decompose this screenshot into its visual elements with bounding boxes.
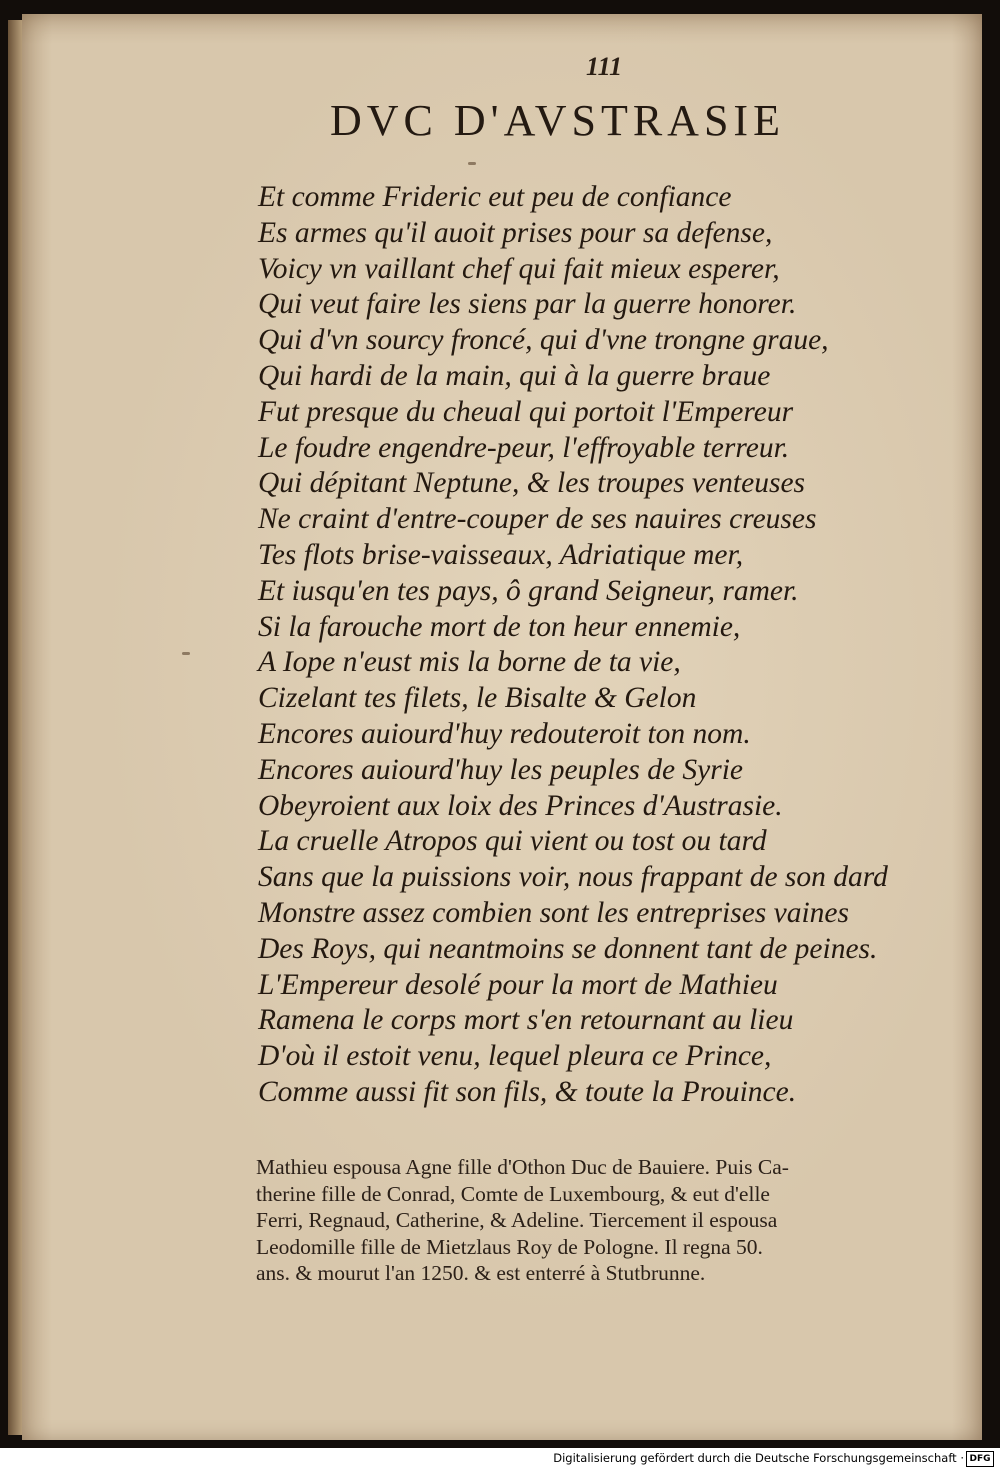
poem-line: Encores auiourd'huy redouteroit ton nom.: [258, 717, 751, 750]
running-head: DVC D'AVSTRASIE: [330, 96, 785, 145]
poem-line: L'Empereur desolé pour la mort de Mathieu: [258, 968, 778, 1001]
poem-line: Sans que la puissions voir, nous frappant de son dard: [258, 861, 888, 894]
poem-line: Ramena le corps mort s'en retournant au lieu: [258, 1004, 794, 1037]
poem-line: Qui hardi de la main, qui à la guerre braue: [258, 359, 771, 392]
poem-line: Des Roys, qui neantmoins se donnent tant de peines.: [258, 932, 878, 965]
poem-line: Qui veut faire les siens par la guerre honorer.: [258, 288, 797, 321]
poem-line: Ne craint d'entre-couper de ses nauires creuses: [258, 503, 817, 536]
poem-line: La cruelle Atropos qui vient ou tost ou tard: [258, 825, 767, 858]
poem-line: Fut presque du cheual qui portoit l'Empereur: [258, 395, 794, 428]
note-line: ans. & mourut l'an 1250. & est enterré à Stutbrunne.: [256, 1261, 706, 1285]
poem-line: Es armes qu'il auoit prises pour sa defense,: [258, 216, 773, 249]
note-line: therine fille de Conrad, Comte de Luxembourg, & eut d'elle: [256, 1181, 770, 1206]
poem-line: Encores auiourd'huy les peuples de Syrie: [258, 753, 744, 786]
poem-line: Monstre assez combien sont les entreprises vaines: [258, 896, 850, 929]
note-line: Mathieu espousa Agne fille d'Othon Duc de Bauiere. Puis Ca-: [256, 1155, 789, 1179]
poem-line: Si la farouche mort de ton heur ennemie,: [258, 610, 741, 643]
note-line: Leodomille fille de Mietzlaus Roy de Pologne. Il regna 50.: [256, 1234, 763, 1259]
funding-credit: Digitalisierung gefördert durch die Deutsche Forschungsgemeinschaft ·: [553, 1451, 964, 1465]
paper-mark: [182, 652, 190, 655]
poem-line: Voicy vn vaillant chef qui fait mieux esperer,: [258, 252, 780, 285]
poem-line: D'où il estoit venu, lequel pleura ce Prince,: [258, 1040, 772, 1073]
poem-line: A Iope n'eust mis la borne de ta vie,: [258, 646, 681, 679]
page-edge: [8, 20, 22, 1435]
poem-line: Le foudre engendre-peur, l'effroyable terreur.: [258, 431, 790, 464]
page-number: 111: [586, 52, 623, 81]
dfg-logo: DFG: [966, 1451, 994, 1467]
poem-line: Qui d'vn sourcy froncé, qui d'vne trongne graue,: [258, 324, 829, 357]
poem-line: Comme aussi fit son fils, & toute la Prouince.: [258, 1075, 797, 1108]
poem-body: [258, 180, 948, 1111]
poem-line: Cizelant tes filets, le Bisalte & Gelon: [258, 682, 697, 715]
poem-line: Obeyroient aux loix des Princes d'Austrasie.: [258, 789, 783, 822]
poem-line: Tes flots brise-vaisseaux, Adriatique mer,: [258, 538, 744, 571]
poem-line: Et comme Frideric eut peu de confiance: [258, 181, 732, 213]
poem-line: Qui dépitant Neptune, & les troupes venteuses: [258, 467, 806, 500]
note-line: Ferri, Regnaud, Catherine, & Adeline. Tiercement il espousa: [256, 1208, 778, 1232]
prose-note: [256, 1154, 936, 1287]
paper-mark: [468, 162, 476, 165]
poem-line: Et iusqu'en tes pays, ô grand Seigneur, ramer.: [258, 574, 799, 607]
